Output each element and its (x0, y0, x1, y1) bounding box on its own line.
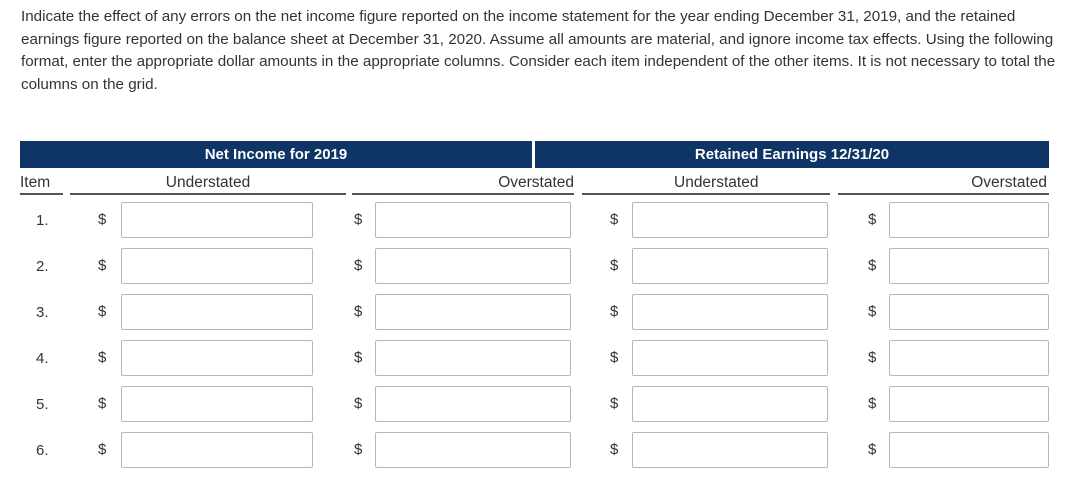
item-number: 1. (36, 212, 49, 229)
ni-overstated-header: Overstated (352, 168, 574, 195)
retained-earnings-header: Retained Earnings 12/31/20 (535, 141, 1049, 168)
dollar-sign: $ (610, 395, 619, 412)
dollar-sign: $ (868, 441, 877, 458)
item-number: 4. (36, 350, 49, 367)
dollar-sign: $ (98, 395, 107, 412)
re-overstated-input[interactable] (889, 248, 1049, 284)
dollar-sign: $ (868, 349, 877, 366)
dollar-sign: $ (98, 211, 107, 228)
table-row (20, 386, 1049, 424)
item-number: 3. (36, 304, 49, 321)
dollar-sign: $ (868, 395, 877, 412)
item-number: 5. (36, 396, 49, 413)
dollar-sign: $ (98, 349, 107, 366)
dollar-sign: $ (354, 395, 363, 412)
ni-overstated-input[interactable] (375, 294, 571, 330)
table-row (20, 340, 1049, 378)
dollar-sign: $ (610, 257, 619, 274)
ni-overstated-input[interactable] (375, 386, 571, 422)
re-understated-input[interactable] (632, 340, 828, 376)
re-understated-input[interactable] (632, 386, 828, 422)
ni-overstated-input[interactable] (375, 202, 571, 238)
table-row (20, 294, 1049, 332)
dollar-sign: $ (610, 211, 619, 228)
re-understated-input[interactable] (632, 248, 828, 284)
ni-understated-input[interactable] (121, 294, 313, 330)
re-overstated-input[interactable] (889, 432, 1049, 468)
ni-understated-input[interactable] (121, 386, 313, 422)
dollar-sign: $ (98, 441, 107, 458)
dollar-sign: $ (610, 441, 619, 458)
dollar-sign: $ (98, 303, 107, 320)
table-row (20, 248, 1049, 286)
ni-overstated-input[interactable] (375, 340, 571, 376)
ni-understated-header: Understated (70, 168, 346, 195)
table-row (20, 432, 1049, 470)
dollar-sign: $ (98, 257, 107, 274)
dollar-sign: $ (868, 257, 877, 274)
re-overstated-header: Overstated (838, 168, 1049, 195)
re-overstated-input[interactable] (889, 340, 1049, 376)
dollar-sign: $ (354, 441, 363, 458)
re-understated-input[interactable] (632, 294, 828, 330)
item-number: 6. (36, 442, 49, 459)
ni-overstated-input[interactable] (375, 248, 571, 284)
ni-understated-input[interactable] (121, 340, 313, 376)
instructions-text: Indicate the effect of any errors on the net income figure reported on the income statement for the year ending December 31, 2019, and the retained earnings figure reported on the balance sheet at December 31, 2020. Assume all amounts are material, and ignore income tax effects. Using the following format, enter the appropriate dollar amounts in the appropriate columns. Consider each item independent of the other items. It is not necessary to total the columns on the grid. (21, 8, 1056, 93)
item-column-header: Item (20, 168, 63, 195)
re-understated-input[interactable] (632, 432, 828, 468)
ni-understated-input[interactable] (121, 248, 313, 284)
item-number: 2. (36, 258, 49, 275)
dollar-sign: $ (354, 257, 363, 274)
net-income-header: Net Income for 2019 (20, 141, 532, 168)
dollar-sign: $ (610, 303, 619, 320)
dollar-sign: $ (354, 349, 363, 366)
re-understated-input[interactable] (632, 202, 828, 238)
ni-overstated-input[interactable] (375, 432, 571, 468)
ni-understated-input[interactable] (121, 202, 313, 238)
dollar-sign: $ (354, 303, 363, 320)
dollar-sign: $ (868, 211, 877, 228)
dollar-sign: $ (610, 349, 619, 366)
re-overstated-input[interactable] (889, 294, 1049, 330)
re-overstated-input[interactable] (889, 386, 1049, 422)
table-row (20, 202, 1049, 240)
dollar-sign: $ (354, 211, 363, 228)
re-understated-header: Understated (582, 168, 830, 195)
ni-understated-input[interactable] (121, 432, 313, 468)
dollar-sign: $ (868, 303, 877, 320)
re-overstated-input[interactable] (889, 202, 1049, 238)
